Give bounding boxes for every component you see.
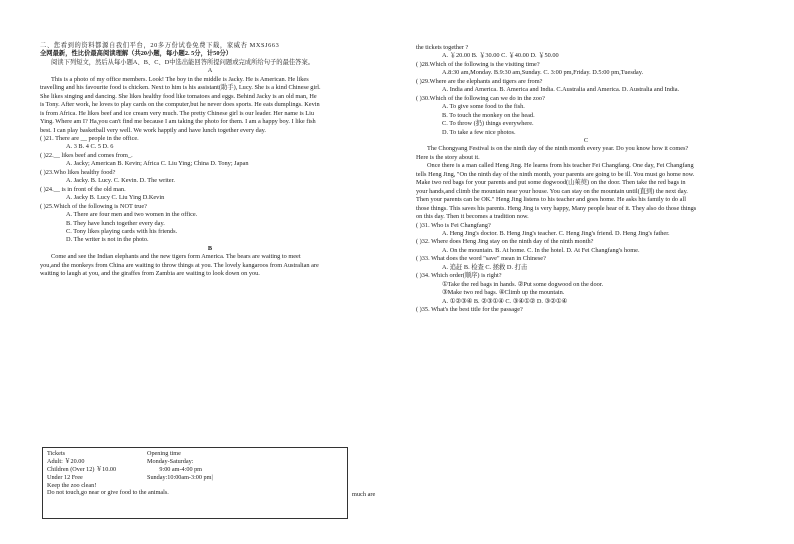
left-text-line: She likes singing and dancing. She likes healthy food like tomatoes and eggs. Behind Jacky is an old man, He <box>40 92 317 100</box>
left-text-line: A. Jacky; American B. Kevin; Africa C. Liu Ying; China D. Tony; Japan <box>66 160 249 168</box>
left-text-line: best. I can play basketball very well. We work happily and have lunch together every day. <box>40 126 266 134</box>
right-column <box>416 44 756 315</box>
right-text-line: tells Heng Jing, "On the ninth day of the ninth month, your parents are going to be ill. You must go home now. <box>416 170 695 178</box>
notice-cell: Children (Over 12) ￥10.00 <box>47 465 117 473</box>
right-text-line: A.8:30 am,Monday. B.9:30 am,Sunday. C. 3:00 pm,Friday. D.5:00 pm,Tuesday. <box>442 69 644 77</box>
notice-cell: Under 12 Free <box>47 473 83 481</box>
notice-cell: Sunday:10:00am-3:00 pm| <box>147 473 213 481</box>
right-text-line: on this day. Then it becomes a tradition now. <box>416 213 529 221</box>
right-text-line: ( )32. Where does Heng Jing stay on the ninth day of the ninth month? <box>416 238 594 246</box>
notice-cell: Keep the zoo clean! <box>47 481 97 489</box>
notice-cell: Monday-Saturday: <box>147 457 194 465</box>
right-text-line: ( )31. Who is Fei Changfang? <box>416 221 491 229</box>
right-text-line: ( )28.Which of the following is the visiting time? <box>416 60 540 68</box>
left-column <box>40 42 380 279</box>
left-text-line: you,and the monkeys from China are waiting to throw things at you. The lovely kangaroos from Australian are <box>40 261 319 269</box>
right-text-line: A. India and America. B. America and India. C.Australia and America. D. Australia and India. <box>442 86 680 94</box>
notice-cell: 9:00 am-4:00 pm <box>147 465 202 473</box>
left-text-line: A. 3 B. 4 C. 5 D. 6 <box>66 143 114 151</box>
right-text-line: A. ①②③④ B. ②③①④ C. ③④①② D. ③②①④ <box>442 297 568 305</box>
right-text-line: A. On the mountain. B. At home. C. In the hotel. D. At Fei Changfang's home. <box>442 246 640 254</box>
right-text-line: Then your parents can be OK." Heng Jing listens to his teacher and goes home. He asks his family to do all <box>416 196 686 204</box>
notice-row <box>47 482 343 490</box>
left-text-line: A. There are four men and two women in the office. <box>66 211 198 219</box>
right-text-line: A. 追赶 B. 检查 C. 拯救 D. 打击 <box>442 263 528 271</box>
notice-row <box>47 466 343 474</box>
notice-row <box>47 474 343 482</box>
left-text-line: ( )25.Which of the following is NOT true? <box>40 202 147 210</box>
left-text-line: Ying. Where am I? Ha,you can't find me because I am taking the photo for them. I am a happy boy. I like fish <box>40 118 316 126</box>
right-text-line: C <box>583 136 589 144</box>
left-text-line: ( )23.Who likes healthy food? <box>40 168 116 176</box>
left-text-line: D. The writer is not in the photo. <box>66 236 149 244</box>
left-text-line: is Tony. After work, he loves to play cards on the computer,but he never does sports. He eats dumplings. Kevin <box>40 101 320 109</box>
right-text-line: ①Take the red bags in hands. ②Put some dogwood on the door. <box>442 280 604 288</box>
left-text-line: is from Africa. He likes beef and ice cream very much. The pretty Chinese girl is our leader. Her name is Liu <box>40 109 315 117</box>
notice-cell: Opening time <box>147 450 181 457</box>
right-text-line: C. To throw (扔) things everywhere. <box>442 120 534 128</box>
right-text-line: Here is the story about it. <box>416 153 480 161</box>
left-text-line: waiting to laugh at you, and the giraffes from Zambia are waiting to look down on you. <box>40 270 260 278</box>
left-text-line: A. Jacky. B. Lucy. C. Kevin. D. The writer. <box>66 177 175 185</box>
right-text-line: the tickets together ? <box>416 44 469 51</box>
left-text-line: 全网最新，性比价最高阅读理解（共20小题，每小题2. 5分，计50分） <box>40 50 233 58</box>
notice-row <box>47 458 343 466</box>
right-text-line: ( )35. What's the best title for the passage? <box>416 306 523 314</box>
left-text-line: B. They have lunch together every day. <box>66 219 165 227</box>
left-text-line: 阅读下列短文，然后从每小题A、B、C、D中选出能回答所提问题或完成所给句子的最佳答案。 <box>51 58 315 66</box>
notice-cell: Adult: ￥20.00 <box>47 457 85 465</box>
right-text-line: ( )30.Which of the following can we do in the zoo? <box>416 94 545 102</box>
right-text-line: ( )33. What does the word "save" mean in Chinese? <box>416 255 546 263</box>
right-text-line: those things. This saves his parents. Heng Jing is very happy, Many people hear of it. They also do those things <box>416 204 697 212</box>
left-text-line: travelling and his favourite food is chicken. Next to him is his assistant(助手), Lucy. She is a kind Chinese girl. <box>40 84 321 92</box>
right-text-line: A. To give some food to the fish. <box>442 103 525 111</box>
right-text-line: ( )29.Where are the elephants and tigers are from? <box>416 77 543 85</box>
left-text-line: C. Tony likes playing cards with his friends. <box>66 227 178 235</box>
notice-row <box>47 450 343 458</box>
left-text-line: ( )22.__ likes beef and comes from_. <box>40 151 133 159</box>
right-text-line: your hands,and climb the mountain near your house. You can stay on the mountain until(直到) the next day. <box>416 187 688 195</box>
right-text-line: B. To touch the monkey on the head. <box>442 111 535 119</box>
right-text-line: A. Heng Jing's doctor. B. Heng Jing's teacher. C. Heng Jing's friend. D. Heng Jing's father. <box>442 229 670 237</box>
notice-cell: Do not touch,go near or give food to the animals. <box>47 489 169 497</box>
right-text-line: Make two red bags for your parents and put some dogwood(山茱萸) on the door. Then take the red bags in <box>416 179 686 187</box>
notice-cell: Tickets <box>47 450 65 457</box>
left-text-line: 二、您看到的资料都源自我们平台，20多万份试卷免费下载，家威杏 MXSJ663 <box>40 42 280 49</box>
question-continuation-text: much are <box>352 491 376 498</box>
left-text-line: A <box>207 67 213 75</box>
notice-row <box>47 489 343 497</box>
right-text-line: ( )34. Which order(顺序) is right? <box>416 272 502 280</box>
right-text-line: Once there is a man called Heng Jing. He learns from his teacher Fei Changfang. One day, Fei Changfang <box>427 162 694 170</box>
left-text-line: A. Jacky B. Lucy C. Liu Ying D.Kevin <box>66 194 165 202</box>
left-text-line: ( )21. There are __ people in the office. <box>40 134 139 142</box>
left-text-line: This is a photo of my office members. Look! The boy in the middle is Jacky. He is American. He likes <box>51 75 309 83</box>
right-text-line: The Chongyang Festival is on the ninth day of the ninth month every year. Do you know how it comes? <box>427 145 689 153</box>
left-text-line: ( )24.__ is in front of the old man. <box>40 185 126 193</box>
right-text-line: A. ￥20.00 B. ￥30.00 C. ￥40.00 D. ￥50.00 <box>442 52 559 60</box>
left-text-line: B <box>207 244 213 252</box>
left-text-line: Come and see the Indian elephants and the new tigers form America. The bears are waiting to meet <box>51 253 301 261</box>
zoo-notice-box <box>42 447 348 519</box>
right-text-line: ③Make two red bags. ④Climb up the mountain. <box>442 289 565 297</box>
right-text-line: D. To take a few nice photos. <box>442 128 516 136</box>
